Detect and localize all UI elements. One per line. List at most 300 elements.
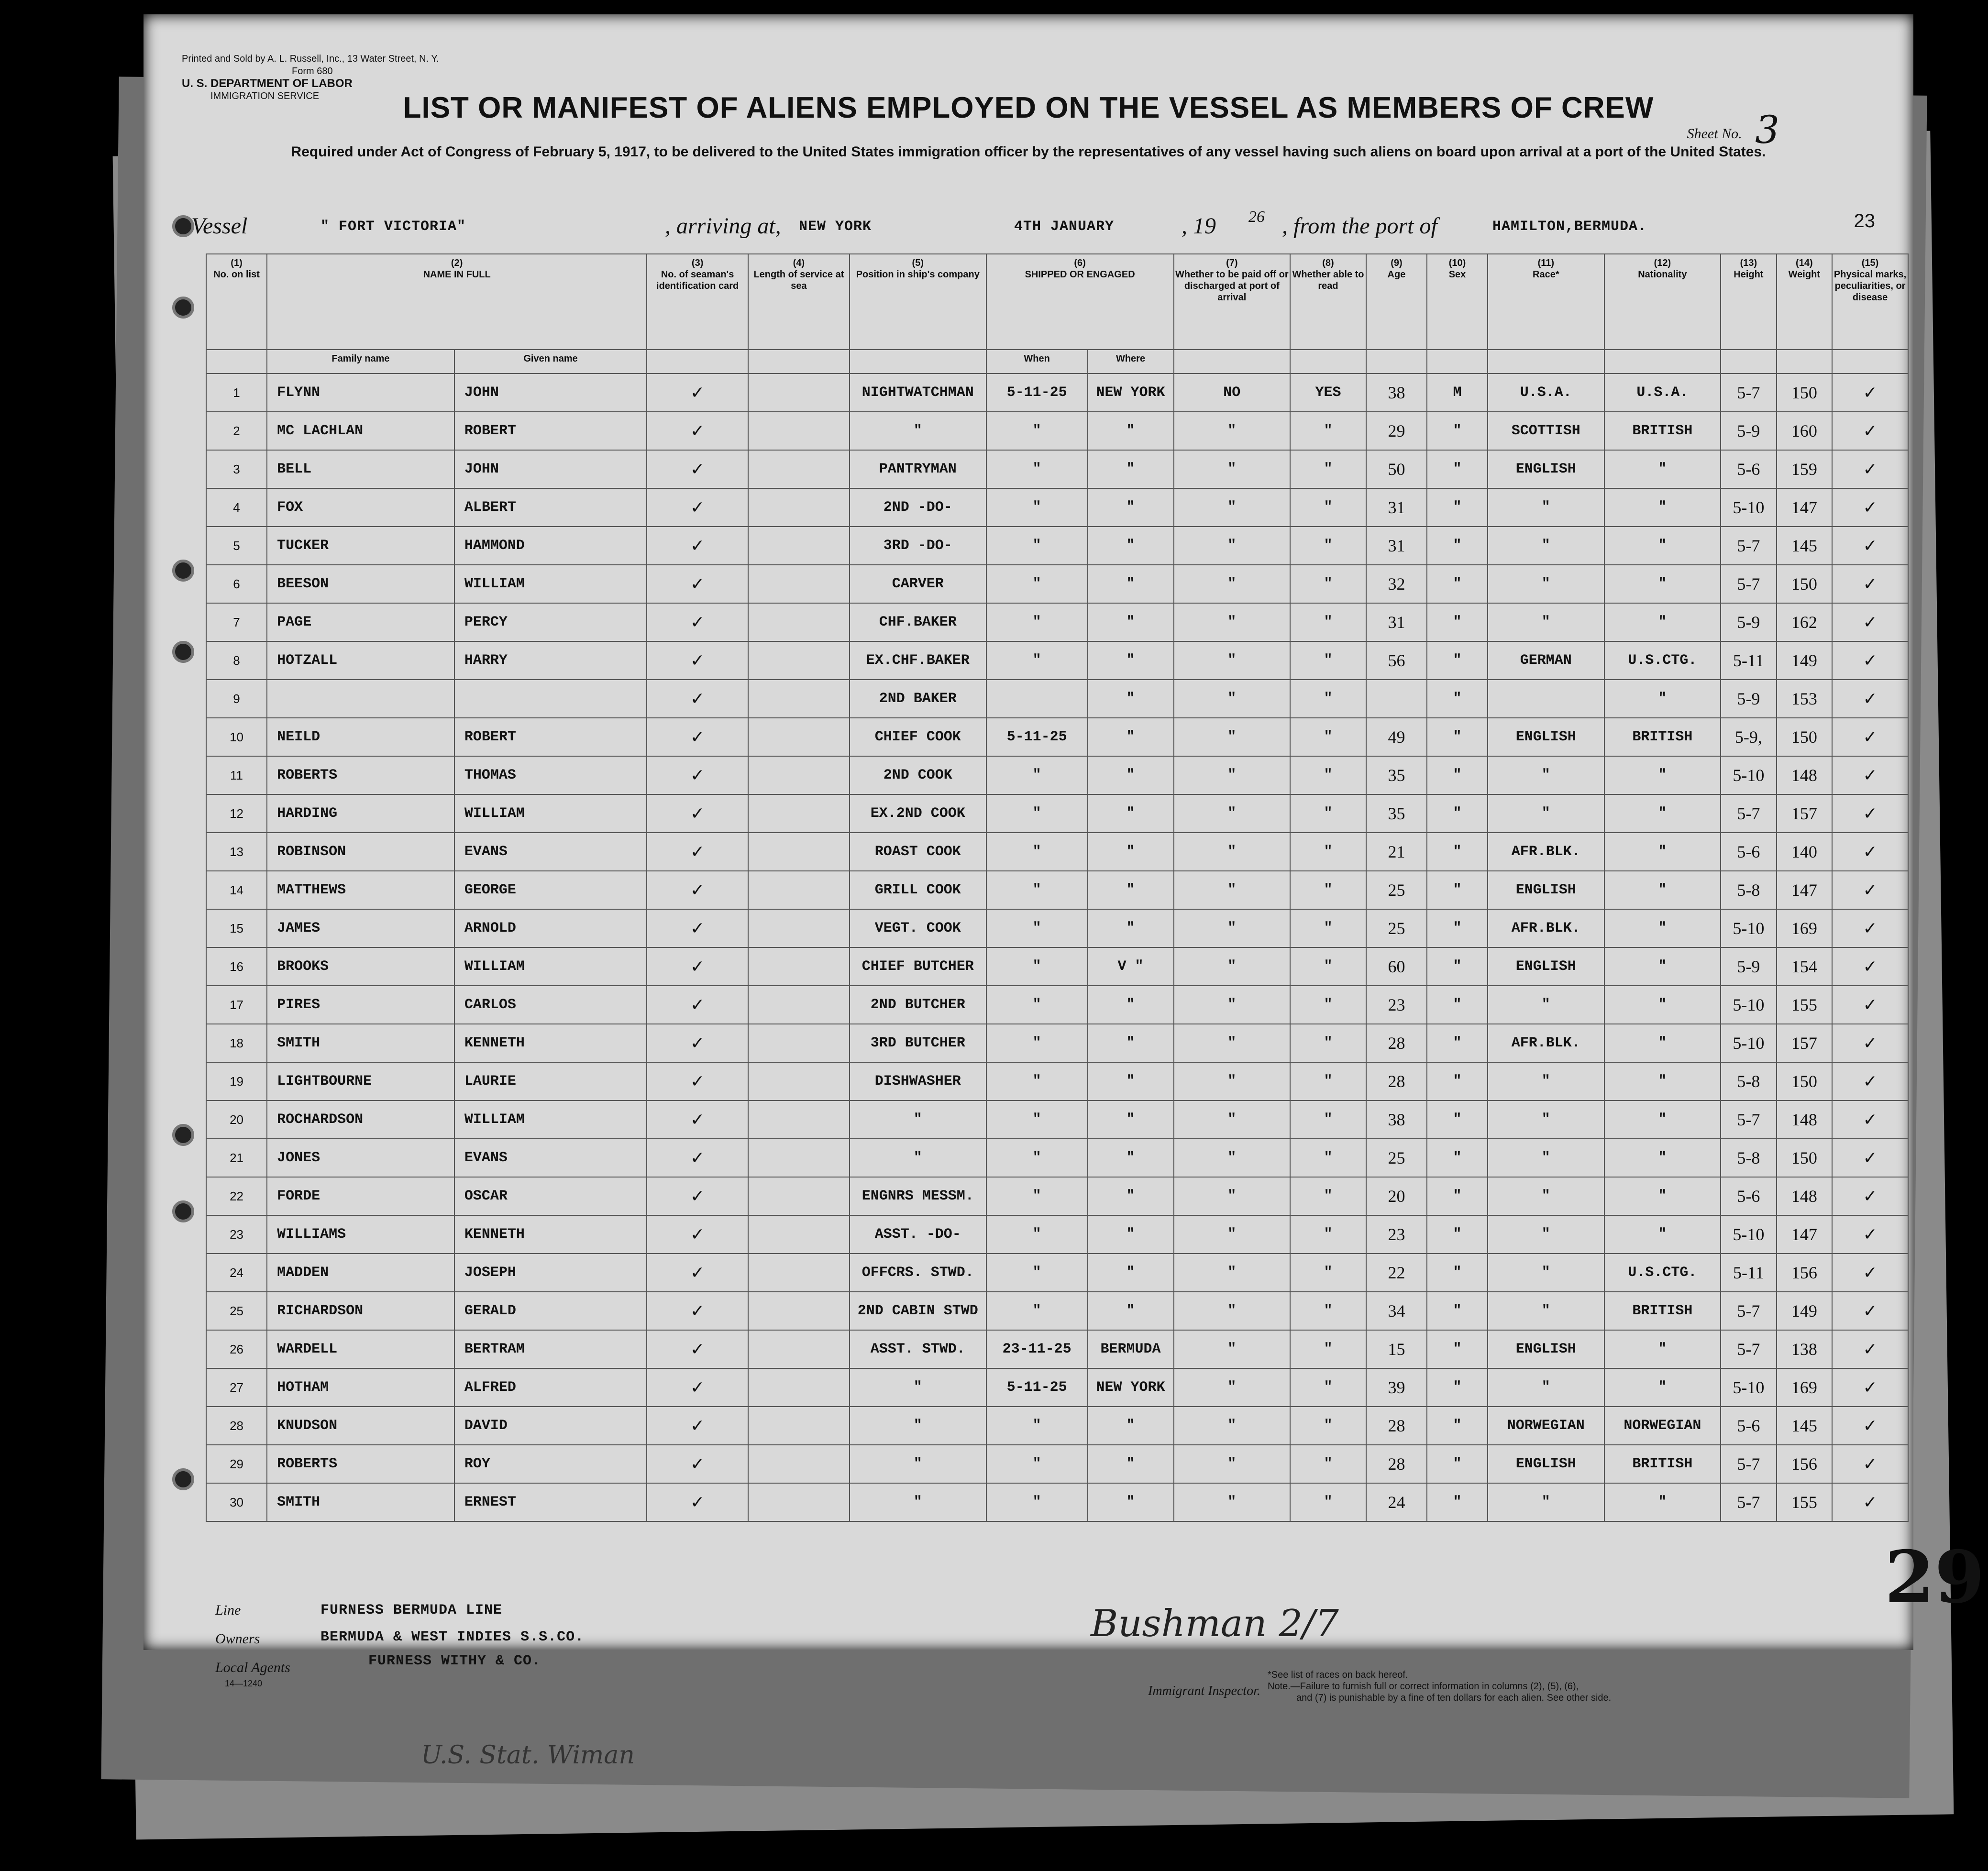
- nationality-cell: ": [1604, 450, 1721, 488]
- service-length-cell: [748, 1483, 850, 1521]
- able-to-read-cell: ": [1290, 1139, 1366, 1177]
- id-card-check-cell: ✓: [647, 718, 748, 756]
- able-to-read-cell: ": [1290, 450, 1366, 488]
- physical-marks-cell: ✓: [1832, 374, 1908, 412]
- race-cell: ": [1488, 1101, 1604, 1139]
- sex-cell: ": [1427, 1483, 1488, 1521]
- height-cell: 5-6: [1721, 1177, 1776, 1215]
- paid-off-cell: ": [1174, 488, 1291, 527]
- table-row: [206, 1024, 1908, 1062]
- age-cell: 38: [1366, 374, 1427, 412]
- service-length-cell: [748, 756, 850, 794]
- shipped-where-cell: ": [1088, 794, 1174, 833]
- family-name-cell: PAGE: [267, 603, 454, 641]
- race-cell: ENGLISH: [1488, 947, 1604, 986]
- table-row: [206, 1062, 1908, 1101]
- physical-marks-cell: ✓: [1832, 871, 1908, 909]
- height-cell: 5-7: [1721, 374, 1776, 412]
- position-cell: 2ND CABIN STWD: [850, 1292, 986, 1330]
- shipped-where-cell: ": [1088, 1062, 1174, 1101]
- shipped-where-cell: ": [1088, 527, 1174, 565]
- age-cell: 15: [1366, 1330, 1427, 1368]
- family-name-cell: PIRES: [267, 986, 454, 1024]
- weight-cell: 155: [1777, 1483, 1832, 1521]
- height-cell: 5-7: [1721, 1101, 1776, 1139]
- family-name-cell: ROBERTS: [267, 1445, 454, 1483]
- family-name-cell: RICHARDSON: [267, 1292, 454, 1330]
- height-cell: 5-10: [1721, 488, 1776, 527]
- table-row: [206, 909, 1908, 947]
- service-length-cell: [748, 450, 850, 488]
- paid-off-cell: ": [1174, 1330, 1291, 1368]
- weight-cell: 156: [1777, 1445, 1832, 1483]
- col-header-height: (13) Height: [1721, 254, 1776, 350]
- given-name-cell: CARLOS: [454, 986, 647, 1024]
- shipped-when-cell: ": [986, 603, 1088, 641]
- height-cell: 5-9: [1721, 680, 1776, 718]
- shipped-when-cell: [986, 680, 1088, 718]
- age-cell: 31: [1366, 488, 1427, 527]
- age-cell: 50: [1366, 450, 1427, 488]
- family-name-cell: SMITH: [267, 1024, 454, 1062]
- family-name-cell: MATTHEWS: [267, 871, 454, 909]
- id-card-check-cell: ✓: [647, 1330, 748, 1368]
- shipped-where-cell: ": [1088, 603, 1174, 641]
- nationality-cell: ": [1604, 833, 1721, 871]
- shipped-when-cell: ": [986, 450, 1088, 488]
- family-name-cell: HOTZALL: [267, 641, 454, 680]
- table-row: [206, 1254, 1908, 1292]
- table-row: [206, 947, 1908, 986]
- weight-cell: 169: [1777, 909, 1832, 947]
- given-name-cell: KENNETH: [454, 1215, 647, 1254]
- row-number-cell: 8: [206, 641, 267, 680]
- table-row: [206, 1177, 1908, 1215]
- nationality-cell: ": [1604, 794, 1721, 833]
- row-number-cell: 3: [206, 450, 267, 488]
- able-to-read-cell: ": [1290, 1292, 1366, 1330]
- sex-cell: ": [1427, 603, 1488, 641]
- sex-cell: ": [1427, 527, 1488, 565]
- family-name-cell: LIGHTBOURNE: [267, 1062, 454, 1101]
- document-title: LIST OR MANIFEST OF ALIENS EMPLOYED ON THE VESSEL AS MEMBERS OF CREW: [403, 91, 1654, 124]
- id-card-check-cell: ✓: [647, 794, 748, 833]
- row-number-cell: 2: [206, 412, 267, 450]
- able-to-read-cell: ": [1290, 1024, 1366, 1062]
- service-length-cell: [748, 412, 850, 450]
- binder-hole: [172, 1200, 194, 1222]
- binder-hole: [172, 1124, 194, 1146]
- paid-off-cell: ": [1174, 1177, 1291, 1215]
- age-cell: 25: [1366, 871, 1427, 909]
- position-cell: CHIEF COOK: [850, 718, 986, 756]
- position-cell: ASST. -DO-: [850, 1215, 986, 1254]
- col-subheader-given: Given name: [454, 350, 647, 374]
- sex-cell: ": [1427, 1024, 1488, 1062]
- age-cell: 35: [1366, 794, 1427, 833]
- given-name-cell: WILLIAM: [454, 1101, 647, 1139]
- height-cell: 5-7: [1721, 527, 1776, 565]
- shipped-when-cell: ": [986, 833, 1088, 871]
- shipped-when-cell: ": [986, 909, 1088, 947]
- sex-cell: ": [1427, 1330, 1488, 1368]
- table-row: [206, 871, 1908, 909]
- id-card-check-cell: ✓: [647, 1062, 748, 1101]
- nationality-cell: BRITISH: [1604, 718, 1721, 756]
- table-row: [206, 986, 1908, 1024]
- shipped-where-cell: ": [1088, 909, 1174, 947]
- given-name-cell: [454, 680, 647, 718]
- age-cell: 31: [1366, 527, 1427, 565]
- family-name-cell: MADDEN: [267, 1254, 454, 1292]
- departure-port: HAMILTON,BERMUDA.: [1492, 219, 1647, 235]
- height-cell: 5-6: [1721, 833, 1776, 871]
- able-to-read-cell: ": [1290, 909, 1366, 947]
- height-cell: 5-7: [1721, 565, 1776, 603]
- family-name-cell: KNUDSON: [267, 1407, 454, 1445]
- age-cell: 56: [1366, 641, 1427, 680]
- age-cell: 28: [1366, 1445, 1427, 1483]
- table-row: [206, 794, 1908, 833]
- weight-cell: 157: [1777, 1024, 1832, 1062]
- col-header-weight: (14) Weight: [1777, 254, 1832, 350]
- service-length-cell: [748, 871, 850, 909]
- nationality-cell: U.S.CTG.: [1604, 1254, 1721, 1292]
- weight-cell: 160: [1777, 412, 1832, 450]
- shipped-when-cell: ": [986, 527, 1088, 565]
- position-cell: 2ND BUTCHER: [850, 986, 986, 1024]
- col-header-no: (1) No. on list: [206, 254, 267, 350]
- race-cell: ENGLISH: [1488, 718, 1604, 756]
- shipped-where-cell: ": [1088, 871, 1174, 909]
- given-name-cell: ALBERT: [454, 488, 647, 527]
- shipped-when-cell: ": [986, 1062, 1088, 1101]
- crew-table: [206, 253, 1909, 1522]
- shipped-when-cell: ": [986, 986, 1088, 1024]
- col-header-paid-off: (7) Whether to be paid off or discharged at port of arrival: [1174, 254, 1291, 350]
- shipped-where-cell: ": [1088, 1024, 1174, 1062]
- family-name-cell: MC LACHLAN: [267, 412, 454, 450]
- shipped-where-cell: ": [1088, 1139, 1174, 1177]
- physical-marks-cell: ✓: [1832, 1215, 1908, 1254]
- nationality-cell: BRITISH: [1604, 412, 1721, 450]
- height-cell: 5-9: [1721, 412, 1776, 450]
- sex-cell: ": [1427, 1254, 1488, 1292]
- race-cell: ": [1488, 603, 1604, 641]
- shipped-when-cell: ": [986, 1024, 1088, 1062]
- position-cell: ": [850, 1101, 986, 1139]
- row-number-cell: 12: [206, 794, 267, 833]
- manifest-sheet: [144, 14, 1985, 1703]
- able-to-read-cell: ": [1290, 1368, 1366, 1407]
- shipped-when-cell: ": [986, 1292, 1088, 1330]
- shipped-when-cell: ": [986, 794, 1088, 833]
- shipped-when-cell: ": [986, 1445, 1088, 1483]
- service-length-cell: [748, 1062, 850, 1101]
- family-name-cell: FOX: [267, 488, 454, 527]
- position-cell: 2ND COOK: [850, 756, 986, 794]
- age-cell: 23: [1366, 986, 1427, 1024]
- race-cell: ": [1488, 1139, 1604, 1177]
- service-length-cell: [748, 641, 850, 680]
- nationality-cell: ": [1604, 1483, 1721, 1521]
- paid-off-cell: ": [1174, 527, 1291, 565]
- weight-cell: 147: [1777, 1215, 1832, 1254]
- physical-marks-cell: ✓: [1832, 527, 1908, 565]
- weight-cell: 162: [1777, 603, 1832, 641]
- id-card-check-cell: ✓: [647, 565, 748, 603]
- paid-off-cell: ": [1174, 909, 1291, 947]
- service-length-cell: [748, 1215, 850, 1254]
- weight-cell: 149: [1777, 641, 1832, 680]
- shipped-when-cell: ": [986, 871, 1088, 909]
- nationality-cell: ": [1604, 565, 1721, 603]
- physical-marks-cell: ✓: [1832, 1139, 1908, 1177]
- id-card-check-cell: ✓: [647, 450, 748, 488]
- shipped-where-cell: ": [1088, 756, 1174, 794]
- crew-rows: [206, 374, 1908, 1521]
- nationality-cell: ": [1604, 603, 1721, 641]
- service-length-cell: [748, 833, 850, 871]
- sex-cell: ": [1427, 412, 1488, 450]
- shipped-when-cell: ": [986, 756, 1088, 794]
- physical-marks-cell: ✓: [1832, 1330, 1908, 1368]
- able-to-read-cell: ": [1290, 412, 1366, 450]
- paid-off-cell: ": [1174, 871, 1291, 909]
- shipped-where-cell: ": [1088, 412, 1174, 450]
- id-card-check-cell: ✓: [647, 1177, 748, 1215]
- weight-cell: 150: [1777, 1062, 1832, 1101]
- lower-page-handwriting: U.S. Stat. Wiman: [421, 1741, 635, 1770]
- family-name-cell: ROBERTS: [267, 756, 454, 794]
- family-name-cell: ROCHARDSON: [267, 1101, 454, 1139]
- col-header-service: (4) Length of service at sea: [748, 254, 850, 350]
- paid-off-cell: ": [1174, 412, 1291, 450]
- shipped-where-cell: NEW YORK: [1088, 1368, 1174, 1407]
- col-header-card: (3) No. of seaman's identification card: [647, 254, 748, 350]
- service-length-cell: [748, 527, 850, 565]
- owners-value: BERMUDA & WEST INDIES S.S.CO.: [320, 1629, 585, 1645]
- height-cell: 5-7: [1721, 1292, 1776, 1330]
- nationality-cell: U.S.CTG.: [1604, 641, 1721, 680]
- paid-off-cell: NO: [1174, 374, 1291, 412]
- nationality-cell: ": [1604, 527, 1721, 565]
- age-cell: 34: [1366, 1292, 1427, 1330]
- given-name-cell: JOSEPH: [454, 1254, 647, 1292]
- row-number-cell: 15: [206, 909, 267, 947]
- paid-off-cell: ": [1174, 1445, 1291, 1483]
- paid-off-cell: ": [1174, 718, 1291, 756]
- col-header-shipped: (6) SHIPPED OR ENGAGED: [986, 254, 1174, 350]
- nationality-cell: ": [1604, 909, 1721, 947]
- table-row: [206, 374, 1908, 412]
- weight-cell: 148: [1777, 1177, 1832, 1215]
- race-cell: ENGLISH: [1488, 1330, 1604, 1368]
- footnote: *See list of races on back hereof. Note.—Failure to furnish full or correct information in columns (2), (5), (6), and (7) is punishable by a fine of ten dollars for each alien. See other side.: [1268, 1670, 1612, 1703]
- sheet-number-label: Sheet No.: [1687, 126, 1742, 142]
- shipped-when-cell: ": [986, 1254, 1088, 1292]
- shipped-where-cell: BERMUDA: [1088, 1330, 1174, 1368]
- binder-hole: [172, 1468, 194, 1490]
- col-header-nationality: (12) Nationality: [1604, 254, 1721, 350]
- col-header-age: (9) Age: [1366, 254, 1427, 350]
- row-number-cell: 1: [206, 374, 267, 412]
- page-number: 23: [1854, 210, 1875, 231]
- shipped-when-cell: ": [986, 565, 1088, 603]
- age-cell: 29: [1366, 412, 1427, 450]
- table-row: [206, 1445, 1908, 1483]
- department: U. S. DEPARTMENT OF LABOR: [182, 77, 353, 90]
- able-to-read-cell: ": [1290, 794, 1366, 833]
- table-row: [206, 1368, 1908, 1407]
- col-header-marks: (15) Physical marks, peculiarities, or disease: [1832, 254, 1908, 350]
- nationality-cell: ": [1604, 1139, 1721, 1177]
- paid-off-cell: ": [1174, 794, 1291, 833]
- given-name-cell: PERCY: [454, 603, 647, 641]
- nationality-cell: ": [1604, 1215, 1721, 1254]
- id-card-check-cell: ✓: [647, 374, 748, 412]
- shipped-where-cell: ": [1088, 833, 1174, 871]
- table-row: [206, 412, 1908, 450]
- sex-cell: ": [1427, 1139, 1488, 1177]
- physical-marks-cell: ✓: [1832, 1368, 1908, 1407]
- inspector-label: Immigrant Inspector.: [1148, 1684, 1260, 1698]
- shipped-where-cell: ": [1088, 1292, 1174, 1330]
- height-cell: 5-10: [1721, 756, 1776, 794]
- race-cell: [1488, 680, 1604, 718]
- age-cell: [1366, 680, 1427, 718]
- col-header-name: (2) NAME IN FULL: [267, 254, 647, 350]
- height-cell: 5-10: [1721, 1215, 1776, 1254]
- position-cell: ": [850, 1445, 986, 1483]
- shipped-where-cell: ": [1088, 1254, 1174, 1292]
- paid-off-cell: ": [1174, 947, 1291, 986]
- line-label: Line: [215, 1602, 241, 1618]
- physical-marks-cell: ✓: [1832, 756, 1908, 794]
- height-cell: 5-8: [1721, 1139, 1776, 1177]
- age-cell: 49: [1366, 718, 1427, 756]
- position-cell: ASST. STWD.: [850, 1330, 986, 1368]
- family-name-cell: JONES: [267, 1139, 454, 1177]
- binder-hole: [172, 297, 194, 319]
- physical-marks-cell: ✓: [1832, 1292, 1908, 1330]
- sex-cell: ": [1427, 756, 1488, 794]
- age-cell: 39: [1366, 1368, 1427, 1407]
- position-cell: NIGHTWATCHMAN: [850, 374, 986, 412]
- col-subheader-family: Family name: [267, 350, 454, 374]
- physical-marks-cell: ✓: [1832, 794, 1908, 833]
- shipped-where-cell: NEW YORK: [1088, 374, 1174, 412]
- race-cell: ": [1488, 1177, 1604, 1215]
- row-number-cell: 21: [206, 1139, 267, 1177]
- vessel-label: Vessel: [191, 213, 248, 239]
- position-cell: PANTRYMAN: [850, 450, 986, 488]
- physical-marks-cell: ✓: [1832, 641, 1908, 680]
- table-row: [206, 718, 1908, 756]
- sex-cell: ": [1427, 565, 1488, 603]
- id-card-check-cell: ✓: [647, 527, 748, 565]
- id-card-check-cell: ✓: [647, 412, 748, 450]
- height-cell: 5-9: [1721, 603, 1776, 641]
- row-number-cell: 28: [206, 1407, 267, 1445]
- race-cell: ENGLISH: [1488, 871, 1604, 909]
- able-to-read-cell: ": [1290, 488, 1366, 527]
- sex-cell: ": [1427, 1215, 1488, 1254]
- able-to-read-cell: ": [1290, 1215, 1366, 1254]
- id-card-check-cell: ✓: [647, 947, 748, 986]
- shipped-when-cell: ": [986, 1215, 1088, 1254]
- race-cell: GERMAN: [1488, 641, 1604, 680]
- shipped-when-cell: ": [986, 1177, 1088, 1215]
- table-row: [206, 565, 1908, 603]
- sex-cell: ": [1427, 871, 1488, 909]
- position-cell: 3RD BUTCHER: [850, 1024, 986, 1062]
- id-card-check-cell: ✓: [647, 1292, 748, 1330]
- weight-cell: 153: [1777, 680, 1832, 718]
- given-name-cell: WILLIAM: [454, 794, 647, 833]
- physical-marks-cell: ✓: [1832, 1024, 1908, 1062]
- nationality-cell: ": [1604, 1368, 1721, 1407]
- paid-off-cell: ": [1174, 1368, 1291, 1407]
- sex-cell: ": [1427, 947, 1488, 986]
- nationality-cell: ": [1604, 1101, 1721, 1139]
- nationality-cell: ": [1604, 1330, 1721, 1368]
- sex-cell: ": [1427, 1368, 1488, 1407]
- row-number-cell: 10: [206, 718, 267, 756]
- physical-marks-cell: ✓: [1832, 603, 1908, 641]
- printer-note: Printed and Sold by A. L. Russell, Inc., 13 Water Street, N. Y.: [182, 54, 439, 64]
- row-number-cell: 9: [206, 680, 267, 718]
- id-card-check-cell: ✓: [647, 488, 748, 527]
- paid-off-cell: ": [1174, 1215, 1291, 1254]
- given-name-cell: HAMMOND: [454, 527, 647, 565]
- family-name-cell: [267, 680, 454, 718]
- height-cell: 5-10: [1721, 1368, 1776, 1407]
- family-name-cell: HARDING: [267, 794, 454, 833]
- family-name-cell: BEESON: [267, 565, 454, 603]
- age-cell: 23: [1366, 1215, 1427, 1254]
- position-cell: ROAST COOK: [850, 833, 986, 871]
- race-cell: ": [1488, 1368, 1604, 1407]
- id-card-check-cell: ✓: [647, 1483, 748, 1521]
- id-card-check-cell: ✓: [647, 833, 748, 871]
- age-cell: 28: [1366, 1024, 1427, 1062]
- year-prefix: , 19: [1182, 213, 1216, 239]
- shipped-where-cell: ": [1088, 1101, 1174, 1139]
- service-length-cell: [748, 488, 850, 527]
- able-to-read-cell: ": [1290, 1330, 1366, 1368]
- row-number-cell: 19: [206, 1062, 267, 1101]
- able-to-read-cell: ": [1290, 603, 1366, 641]
- document-subtitle: Required under Act of Congress of February 5, 1917, to be delivered to the United States immigration officer by the representatives of any vessel having such aliens on board upon arrival at a port of the United States.: [291, 144, 1766, 160]
- binder-hole: [172, 560, 194, 582]
- age-cell: 21: [1366, 833, 1427, 871]
- paid-off-cell: ": [1174, 1407, 1291, 1445]
- row-number-cell: 24: [206, 1254, 267, 1292]
- weight-cell: 147: [1777, 488, 1832, 527]
- sex-cell: ": [1427, 1292, 1488, 1330]
- able-to-read-cell: ": [1290, 1445, 1366, 1483]
- given-name-cell: DAVID: [454, 1407, 647, 1445]
- height-cell: 5-7: [1721, 1445, 1776, 1483]
- physical-marks-cell: ✓: [1832, 1483, 1908, 1521]
- race-cell: AFR.BLK.: [1488, 1024, 1604, 1062]
- position-cell: DISHWASHER: [850, 1062, 986, 1101]
- arrival-port: NEW YORK: [799, 219, 872, 235]
- table-row: [206, 680, 1908, 718]
- nationality-cell: NORWEGIAN: [1604, 1407, 1721, 1445]
- row-number-cell: 25: [206, 1292, 267, 1330]
